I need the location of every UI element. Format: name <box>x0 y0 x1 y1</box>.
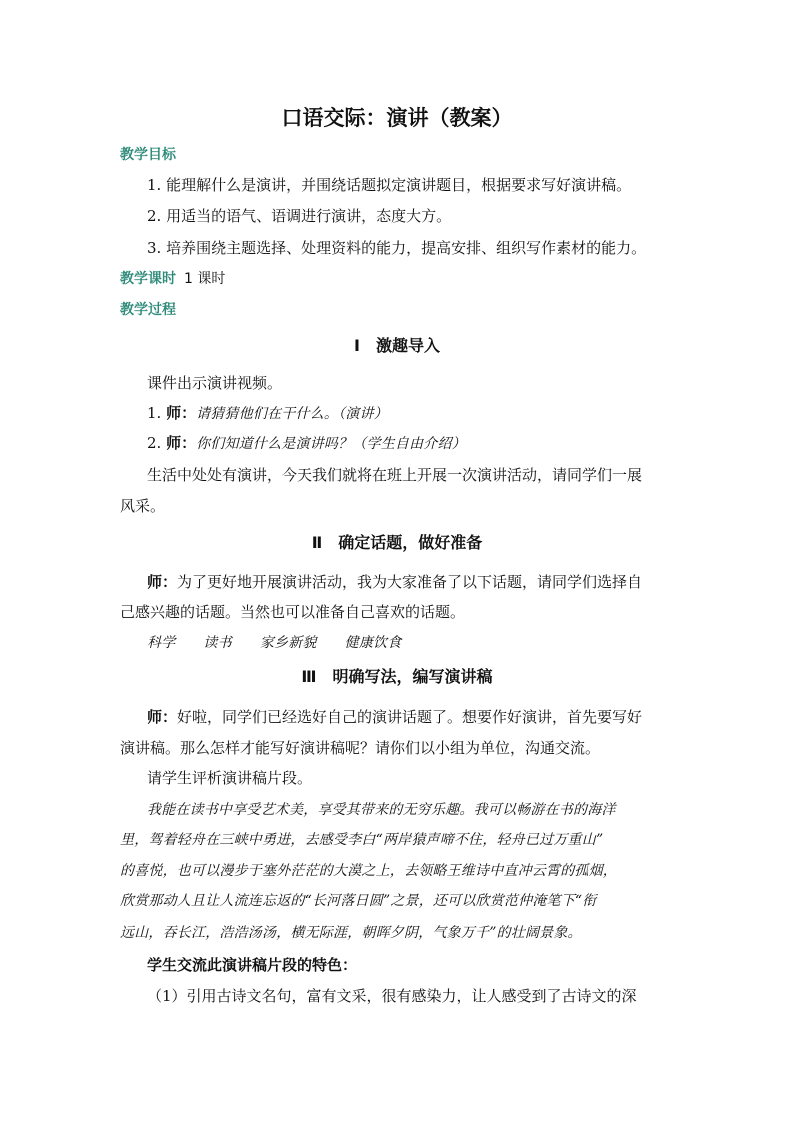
item-number: 2. <box>147 434 162 452</box>
section-3-line-3: 请学生评析演讲稿片段。 <box>147 769 313 787</box>
hours-label: 教学课时 <box>120 271 176 287</box>
section-1-item-1 <box>147 403 388 424</box>
topic-item: 科学 <box>147 635 176 651</box>
section-2-title: Ⅱ 确定话题，做好准备 <box>311 533 483 552</box>
section-2-line-1 <box>147 572 642 592</box>
teacher-label: 师： <box>166 404 197 422</box>
section-2-text: 为了更好地开展演讲活动，我为大家准备了以下话题，请同学们选择自 <box>177 573 643 591</box>
item-text: 你们知道什么是演讲吗？（学生自由介绍） <box>196 436 466 452</box>
objective-item-1: 1. 能理解什么是演讲，并围绕话题拟定演讲题目，根据要求写好演讲稿。 <box>147 176 632 194</box>
topic-item: 健康饮食 <box>344 635 402 651</box>
process-heading: 教学过程 <box>120 302 176 318</box>
excerpt-line-4: 欣赏那动人且让人流连忘返的“长河落日圆”之景，还可以欣赏范仲淹笔下“衔 <box>120 893 597 909</box>
section-1-item-2 <box>147 433 466 454</box>
discussion-heading: 学生交流此演讲稿片段的特色： <box>147 956 358 974</box>
teacher-label: 师： <box>166 434 197 452</box>
item-text: 请猜猜他们在干什么。（演讲） <box>196 406 388 422</box>
section-1-title: Ⅰ 激趣导入 <box>354 336 440 355</box>
topic-item: 家乡新貌 <box>259 635 317 651</box>
item-number: 1. <box>147 404 162 422</box>
page-title: 口语交际：演讲（教案） <box>281 106 513 130</box>
topic-item: 读书 <box>203 635 232 651</box>
objective-item-3: 3. 培养围绕主题选择、处理资料的能力，提高安排、组织写作素材的能力。 <box>147 239 647 257</box>
section-3-line-2: 演讲稿。那么怎样才能写好演讲稿呢？请你们以小组为单位，沟通交流。 <box>120 739 601 757</box>
section-3-line-1 <box>147 707 642 727</box>
discussion-point-1: （1）引用古诗文名句，富有文采，很有感染力，让人感受到了古诗文的深 <box>147 987 637 1005</box>
hours-heading <box>120 269 225 289</box>
section-3-text: 好啦，同学们已经选好自己的演讲话题了。想要作好演讲，首先要写好 <box>177 708 643 726</box>
objectives-heading: 教学目标 <box>120 147 176 163</box>
teacher-label: 师： <box>147 708 178 726</box>
excerpt-line-5: 远山，吞长江，浩浩汤汤，横无际涯，朝晖夕阴，气象万千”的壮阔景象。 <box>120 925 582 941</box>
section-1-paragraph-line-2: 风采。 <box>120 497 166 515</box>
section-1-line-1: 课件出示演讲视频。 <box>147 374 283 392</box>
topic-list <box>147 633 401 653</box>
hours-value: 1 课时 <box>184 271 226 287</box>
section-1-paragraph-line-1: 生活中处处有演讲，今天我们就将在班上开展一次演讲活动，请同学们一展 <box>147 466 643 484</box>
objective-item-2: 2. 用适当的语气、语调进行演讲，态度大方。 <box>147 207 452 225</box>
excerpt-line-3: 的喜悦，也可以漫步于塞外茫茫的大漠之上，去领略王维诗中直冲云霄的孤烟， <box>120 863 617 879</box>
excerpt-line-2: 里，驾着轻舟在三峡中勇进，去感受李白“两岸猿声啼不住，轻舟已过万重山” <box>120 832 604 848</box>
section-2-line-2: 己感兴趣的话题。当然也可以准备自己喜欢的话题。 <box>120 603 466 621</box>
excerpt-line-1: 我能在读书中享受艺术美，享受其带来的无穷乐趣。我可以畅游在书的海洋 <box>147 802 616 818</box>
teacher-label: 师： <box>147 573 178 591</box>
section-3-title: Ⅲ 明确写法，编写演讲稿 <box>301 667 493 686</box>
